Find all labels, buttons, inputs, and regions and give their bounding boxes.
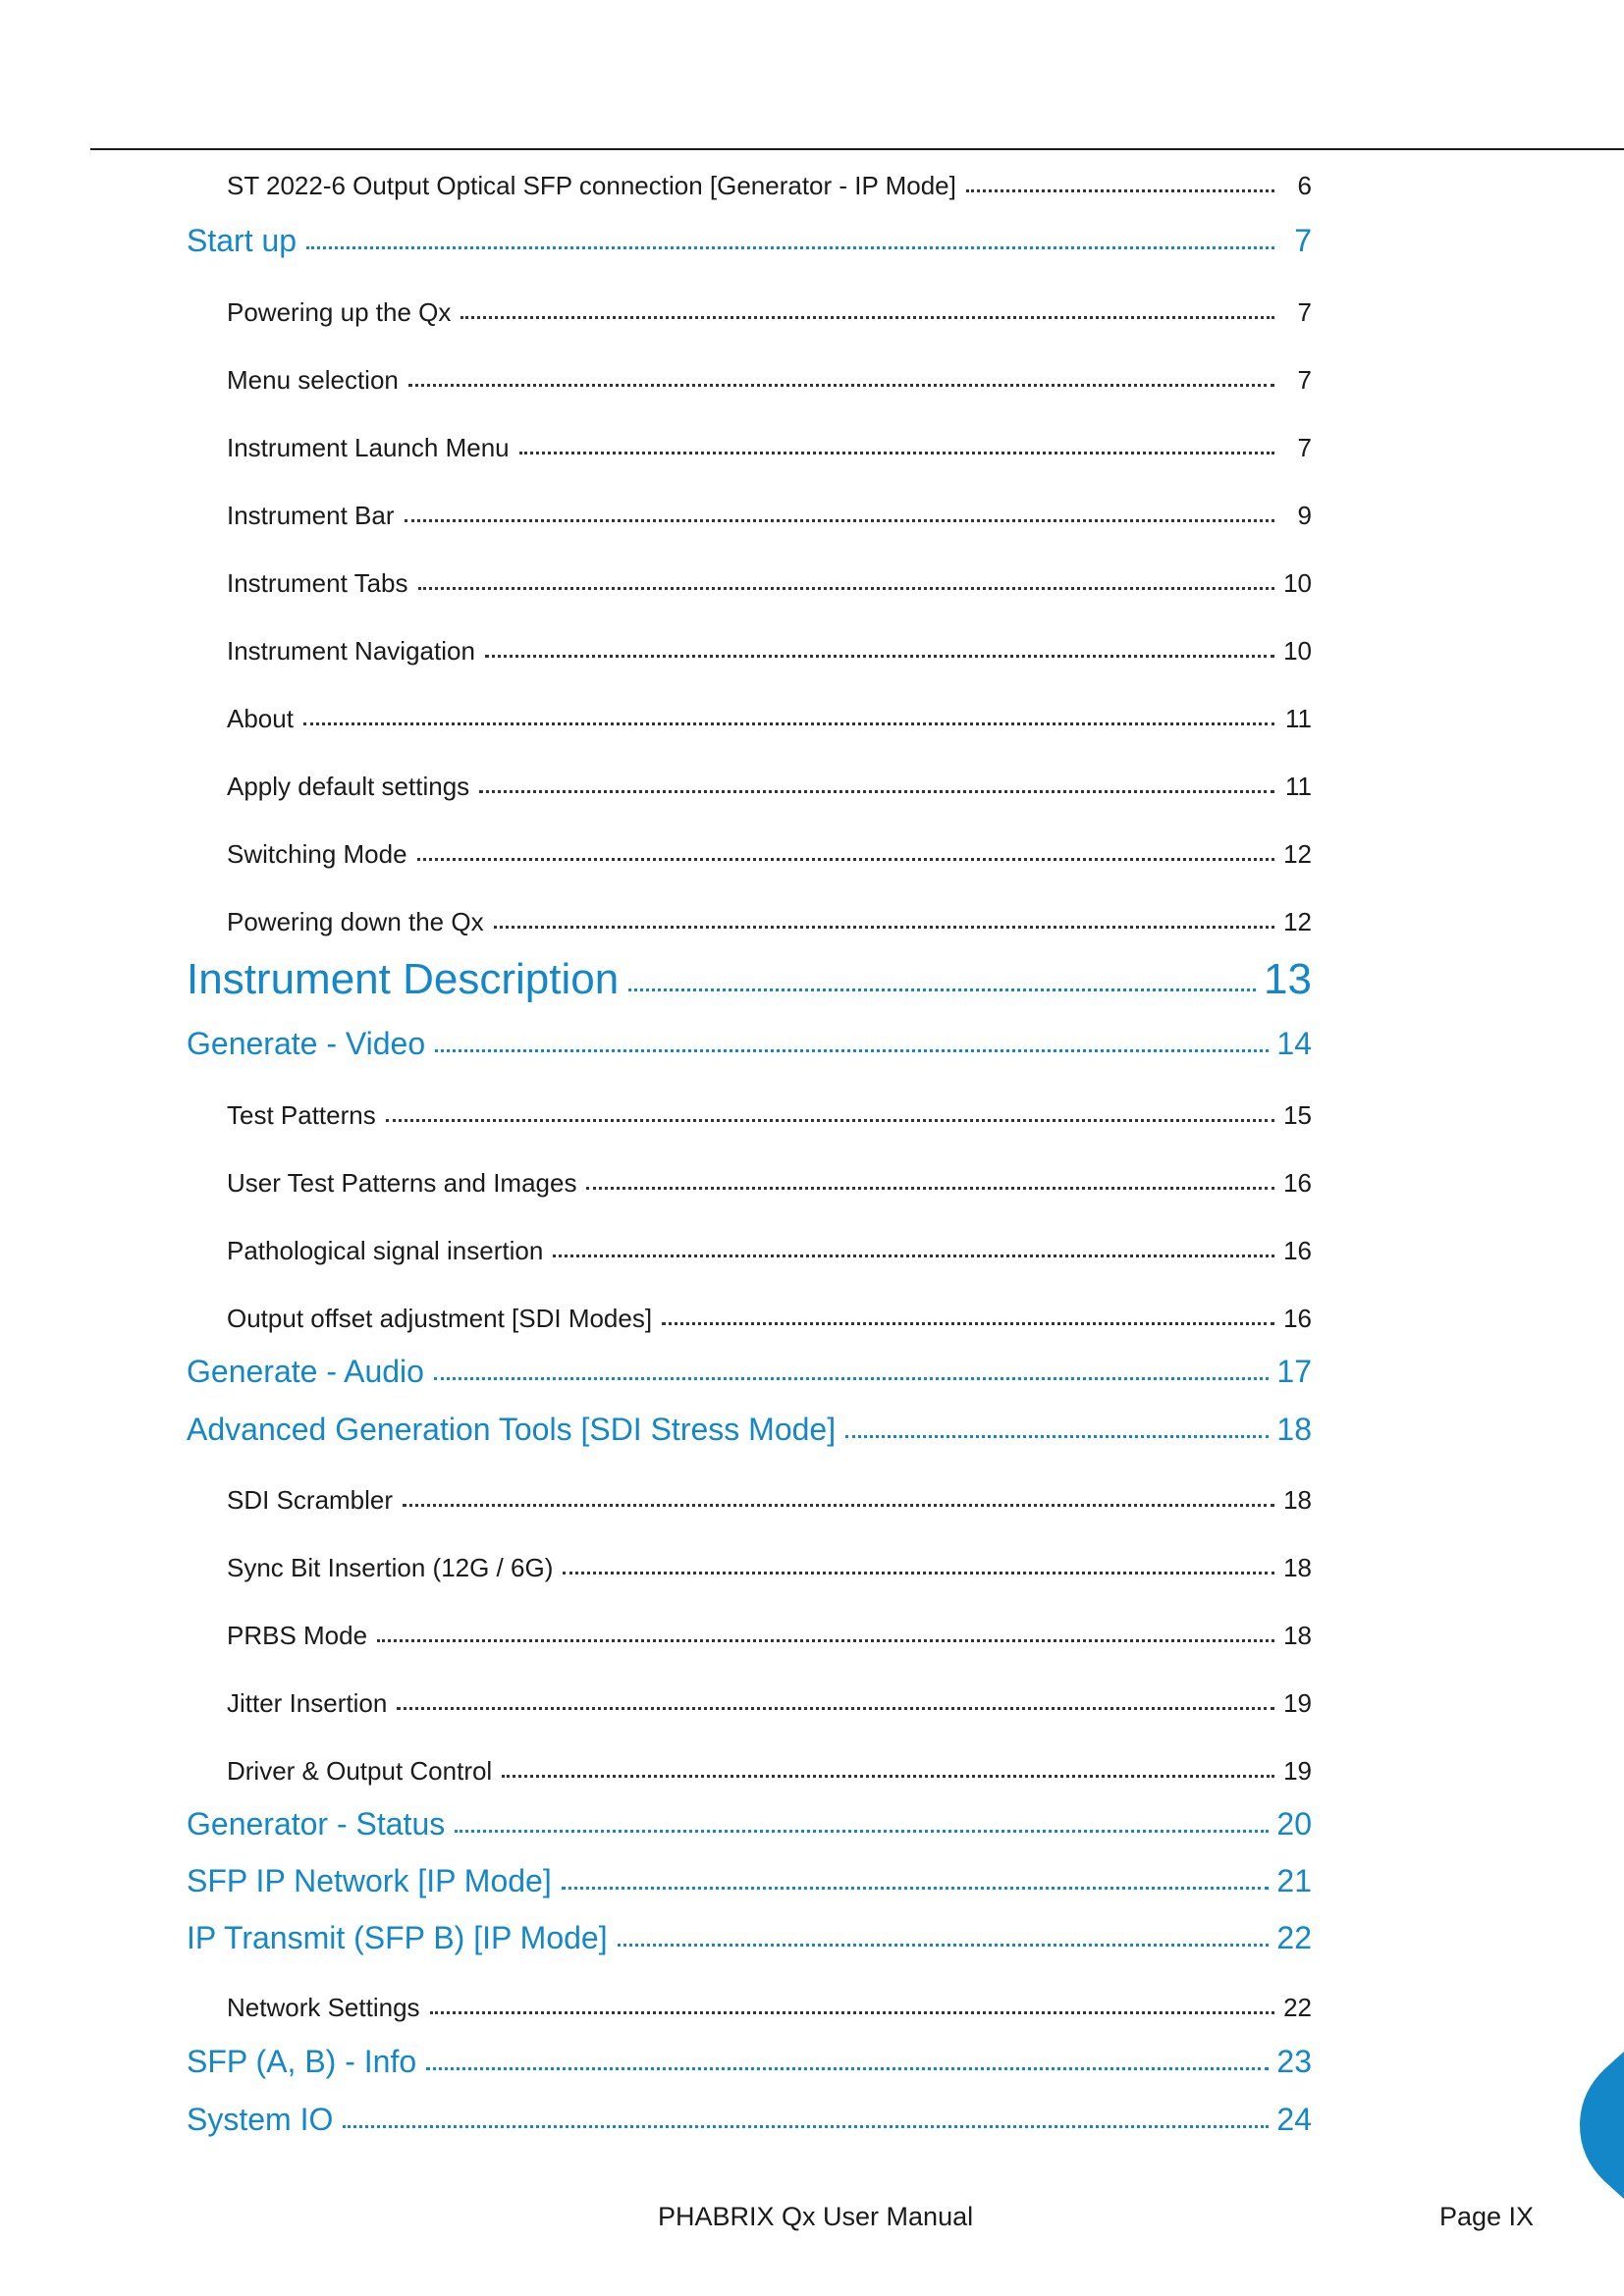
toc-entry-page: 12 — [1283, 839, 1312, 869]
dot-leader — [519, 452, 1274, 454]
toc-entry-generator-status[interactable] — [187, 1806, 1312, 1842]
toc-entry-title: Powering up the Qx — [227, 297, 452, 327]
toc-entry-page: 10 — [1283, 636, 1312, 666]
toc-entry-prbs-mode[interactable] — [227, 1621, 1312, 1651]
toc-entry-page: 7 — [1294, 223, 1312, 258]
toc-entry-page: 12 — [1283, 907, 1312, 936]
dot-leader — [303, 722, 1274, 725]
edge-tab-marker — [1575, 2052, 1624, 2199]
toc-entry-generate-audio[interactable] — [187, 1354, 1312, 1390]
toc-entry-sfp-info[interactable] — [187, 2044, 1312, 2080]
dot-leader — [563, 1572, 1274, 1575]
toc-entry-title: Instrument Description — [187, 955, 620, 1003]
toc-entry-jitter-insertion[interactable] — [227, 1688, 1312, 1719]
toc-entry-title: PRBS Mode — [227, 1621, 368, 1650]
dot-leader — [494, 926, 1274, 929]
dot-leader — [408, 384, 1274, 387]
toc-entry-title: Generator - Status — [187, 1806, 446, 1842]
toc-entry-page: 22 — [1276, 1920, 1312, 1955]
toc-entry-page: 18 — [1283, 1485, 1312, 1515]
dot-leader — [618, 1944, 1270, 1947]
toc-entry-page: 7 — [1297, 433, 1312, 462]
dot-leader — [343, 2125, 1269, 2128]
toc-entry-pathological-signal[interactable] — [227, 1236, 1312, 1266]
toc-entry-powering-up[interactable] — [227, 297, 1312, 328]
toc-entry-instrument-description[interactable] — [187, 955, 1312, 1004]
toc-entry-page: 18 — [1283, 1553, 1312, 1582]
dot-leader — [397, 1707, 1274, 1710]
toc-entry-title: ST 2022-6 Output Optical SFP connection [Generator - IP Mode] — [227, 171, 956, 200]
toc-entry-ip-transmit[interactable] — [187, 1920, 1312, 1956]
dot-leader — [455, 1830, 1269, 1833]
toc-entry-page: 11 — [1285, 704, 1312, 733]
toc-entry-title: Jitter Insertion — [227, 1688, 388, 1718]
toc-entry-st2022-6-output[interactable] — [227, 171, 1312, 201]
toc-entry-title: Network Settings — [227, 1993, 420, 2022]
toc-entry-switching-mode[interactable] — [227, 839, 1312, 870]
toc-entry-powering-down[interactable] — [227, 907, 1312, 937]
toc-entry-title: Pathological signal insertion — [227, 1236, 544, 1265]
dot-leader — [426, 2067, 1269, 2070]
toc-entry-title: Sync Bit Insertion (12G / 6G) — [227, 1553, 554, 1582]
toc-entry-instrument-bar[interactable] — [227, 501, 1312, 531]
dot-leader — [435, 1049, 1269, 1052]
dot-leader — [418, 587, 1274, 590]
toc-entry-sync-bit-insertion[interactable] — [227, 1553, 1312, 1583]
toc-entry-page: 16 — [1283, 1304, 1312, 1333]
toc-entry-title: Generate - Video — [187, 1026, 426, 1061]
toc-entry-title: IP Transmit (SFP B) [IP Mode] — [187, 1920, 608, 1955]
dot-leader — [460, 316, 1274, 319]
dot-leader — [586, 1187, 1274, 1190]
toc-entry-apply-default-settings[interactable] — [227, 772, 1312, 802]
toc-entry-title: SFP IP Network [IP Mode] — [187, 1863, 552, 1898]
toc-entry-title: SDI Scrambler — [227, 1485, 394, 1515]
toc-entry-page: 22 — [1283, 1993, 1312, 2022]
toc-entry-instrument-tabs[interactable] — [227, 568, 1312, 599]
dot-leader — [662, 1322, 1274, 1325]
toc-entry-page: 16 — [1283, 1168, 1312, 1198]
toc-entry-title: Powering down the Qx — [227, 907, 484, 936]
toc-entry-page: 7 — [1297, 365, 1312, 395]
dot-leader — [966, 189, 1274, 192]
toc-entry-page: 19 — [1283, 1756, 1312, 1786]
toc-entry-page: 16 — [1283, 1236, 1312, 1265]
toc-entry-sfp-ip-network[interactable] — [187, 1863, 1312, 1899]
toc-entry-page: 19 — [1283, 1688, 1312, 1718]
dot-leader — [562, 1887, 1270, 1890]
toc-entry-title: Test Patterns — [227, 1100, 376, 1130]
dot-leader — [479, 790, 1274, 793]
toc-entry-title: Output offset adjustment [SDI Modes] — [227, 1304, 653, 1333]
toc-entry-page: 20 — [1276, 1806, 1312, 1842]
toc-entry-network-settings[interactable] — [227, 1993, 1312, 2023]
toc-entry-driver-output-control[interactable] — [227, 1756, 1312, 1787]
dot-leader — [405, 519, 1274, 522]
toc-entry-advanced-generation-tools[interactable] — [187, 1412, 1312, 1448]
toc-entry-menu-selection[interactable] — [227, 365, 1312, 396]
toc-entry-page: 13 — [1264, 955, 1312, 1003]
toc-entry-title: Instrument Launch Menu — [227, 433, 510, 462]
toc-entry-instrument-launch-menu[interactable] — [227, 433, 1312, 463]
toc-entry-generate-video[interactable] — [187, 1026, 1312, 1062]
toc-entry-page: 7 — [1297, 297, 1312, 327]
toc-entry-title: Switching Mode — [227, 839, 407, 869]
toc-entry-test-patterns[interactable] — [227, 1100, 1312, 1131]
dot-leader — [403, 1504, 1274, 1507]
dot-leader — [434, 1377, 1269, 1380]
toc-entry-page: 14 — [1276, 1026, 1312, 1061]
toc-entry-user-test-patterns[interactable] — [227, 1168, 1312, 1199]
footer-document-title: PHABRIX Qx User Manual — [658, 2202, 974, 2231]
toc-entry-title: System IO — [187, 2102, 334, 2137]
toc-entry-start-up[interactable] — [187, 223, 1312, 259]
toc-entry-title: Advanced Generation Tools [SDI Stress Mode] — [187, 1412, 837, 1447]
dot-leader — [628, 988, 1256, 991]
toc-entry-title: About — [227, 704, 294, 733]
toc-entry-page: 24 — [1276, 2102, 1312, 2137]
toc-entry-title: Driver & Output Control — [227, 1756, 493, 1786]
dot-leader — [845, 1435, 1269, 1438]
dot-leader — [502, 1775, 1274, 1778]
dot-leader — [553, 1255, 1274, 1257]
toc-entry-about[interactable] — [227, 704, 1312, 734]
toc-entry-title: Instrument Bar — [227, 501, 395, 530]
toc-entry-page: 10 — [1283, 568, 1312, 598]
footer-page-number: Page IX — [1439, 2202, 1535, 2231]
dot-leader — [430, 2011, 1274, 2014]
toc-entry-title: Apply default settings — [227, 772, 470, 801]
toc-entry-title: Start up — [187, 223, 298, 258]
toc-entry-sdi-scrambler[interactable] — [227, 1485, 1312, 1516]
toc-entry-title: User Test Patterns and Images — [227, 1168, 577, 1198]
dot-leader — [485, 655, 1274, 658]
toc-entry-system-io[interactable] — [187, 2102, 1312, 2138]
toc-entry-page: 18 — [1283, 1621, 1312, 1650]
toc-entry-page: 11 — [1285, 772, 1312, 801]
toc-entry-page: 9 — [1297, 501, 1312, 530]
toc-entry-output-offset[interactable] — [227, 1304, 1312, 1334]
toc-entry-title: Instrument Navigation — [227, 636, 475, 666]
toc-entry-page: 21 — [1276, 1863, 1312, 1898]
toc-entry-page: 15 — [1283, 1100, 1312, 1130]
toc-entry-page: 6 — [1297, 171, 1312, 200]
toc-entry-page: 17 — [1276, 1354, 1312, 1389]
dot-leader — [377, 1639, 1274, 1642]
toc-entry-instrument-navigation[interactable] — [227, 636, 1312, 667]
dot-leader — [386, 1119, 1274, 1122]
toc-entry-page: 18 — [1276, 1412, 1312, 1447]
toc-entry-title: Menu selection — [227, 365, 399, 395]
dot-leader — [306, 246, 1274, 249]
toc-entry-title: Instrument Tabs — [227, 568, 408, 598]
toc-entry-page: 23 — [1276, 2044, 1312, 2079]
dot-leader — [417, 858, 1274, 861]
toc-entry-title: SFP (A, B) - Info — [187, 2044, 417, 2079]
toc-entry-title: Generate - Audio — [187, 1354, 424, 1389]
